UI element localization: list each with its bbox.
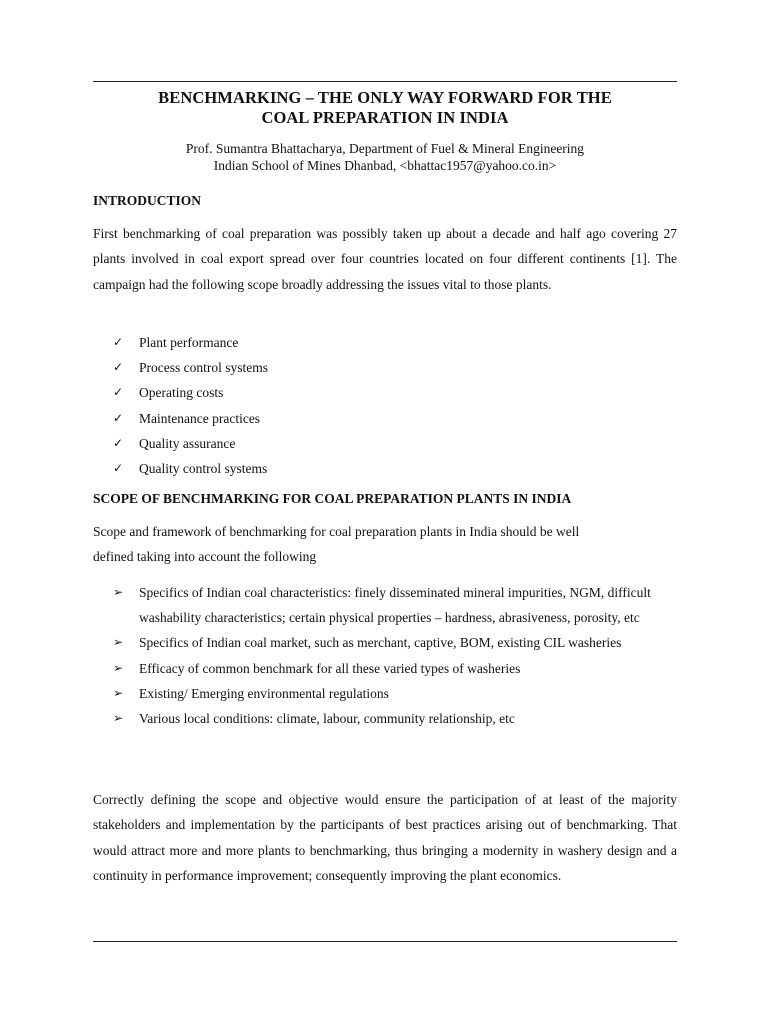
arrow-bullet-icon: ➢ [113,660,124,675]
scope-checklist [113,330,677,481]
list-item [113,580,677,630]
scope-paragraph-line-2: defined taking into account the following [93,549,317,565]
scope-arrow-list [113,580,677,731]
closing-paragraph: Correctly defining the scope and objective would ensure the participation of at least of the majority stakeholders and implementation by the participants of best practices arising out of benchmarking. That would attract more and more plants to benchmarking, thus bringing a modernity in washery design and a continuity in performance improvement; consequently improving the plant economics. [93,792,677,883]
list-item-text: Process control systems [139,360,268,376]
author-block [93,140,677,174]
arrow-bullet-icon: ➢ [113,711,124,726]
scope-heading: SCOPE OF BENCHMARKING FOR COAL PREPARATION PLANTS IN INDIA [93,491,572,506]
footer-rule [93,941,677,942]
list-item [113,706,677,731]
arrow-bullet-icon: ➢ [113,635,124,650]
list-item-text: Quality control systems [139,461,268,477]
scope-paragraph [93,519,677,570]
check-icon: ✓ [113,435,124,450]
author-line-2: Indian School of Mines Dhanbad, <bhattac1957@yahoo.co.in> [213,158,557,173]
list-item [113,456,677,481]
check-icon: ✓ [113,461,124,476]
title-line-2: COAL PREPARATION IN INDIA [261,108,509,127]
title-line-1: BENCHMARKING – THE ONLY WAY FORWARD FOR THE [158,88,612,107]
list-item [113,380,677,405]
list-item-text: Efficacy of common benchmark for all these varied types of washeries [139,660,521,676]
list-item-text: Specifics of Indian coal market, such as merchant, captive, BOM, existing CIL washeries [139,635,622,651]
check-icon: ✓ [113,335,124,349]
list-item-text: Specifics of Indian coal characteristics: finely disseminated mineral impurities, NGM, difficult washability characteristics; certain physical properties – hardness, abrasiveness, porosity, etc [139,585,651,626]
list-item-text: Existing/ Emerging environmental regulations [139,685,389,701]
list-item [113,431,677,456]
author-line-1: Prof. Sumantra Bhattacharya, Department of Fuel & Mineral Engineering [185,141,585,156]
list-item-text: Quality assurance [139,435,236,451]
introduction-paragraph: First benchmarking of coal preparation was possibly taken up about a decade and half ago covering 27 plants involved in coal export spread over four countries located on four different continents [1]. The campaign had the following scope broadly addressing the issues vital to those plants. [93,226,677,292]
check-icon: ✓ [113,410,124,425]
list-item [113,630,677,655]
check-icon: ✓ [113,385,124,400]
list-item-text: Plant performance [139,335,239,350]
document-page [93,0,677,1024]
check-icon: ✓ [113,360,124,375]
list-item-text: Maintenance practices [139,410,261,426]
scope-paragraph-line-1: Scope and framework of benchmarking for coal preparation plants in India should be well [93,524,580,539]
list-item [113,355,677,380]
arrow-bullet-icon: ➢ [113,585,124,599]
header-rule [93,81,677,82]
list-item [113,330,677,355]
list-item-text: Various local conditions: climate, labour, community relationship, etc [139,711,515,727]
list-item [113,681,677,706]
introduction-heading: INTRODUCTION [93,193,202,208]
list-item [113,656,677,681]
arrow-bullet-icon: ➢ [113,685,124,700]
paper-title [93,88,677,128]
list-item [113,406,677,431]
list-item-text: Operating costs [139,385,224,401]
